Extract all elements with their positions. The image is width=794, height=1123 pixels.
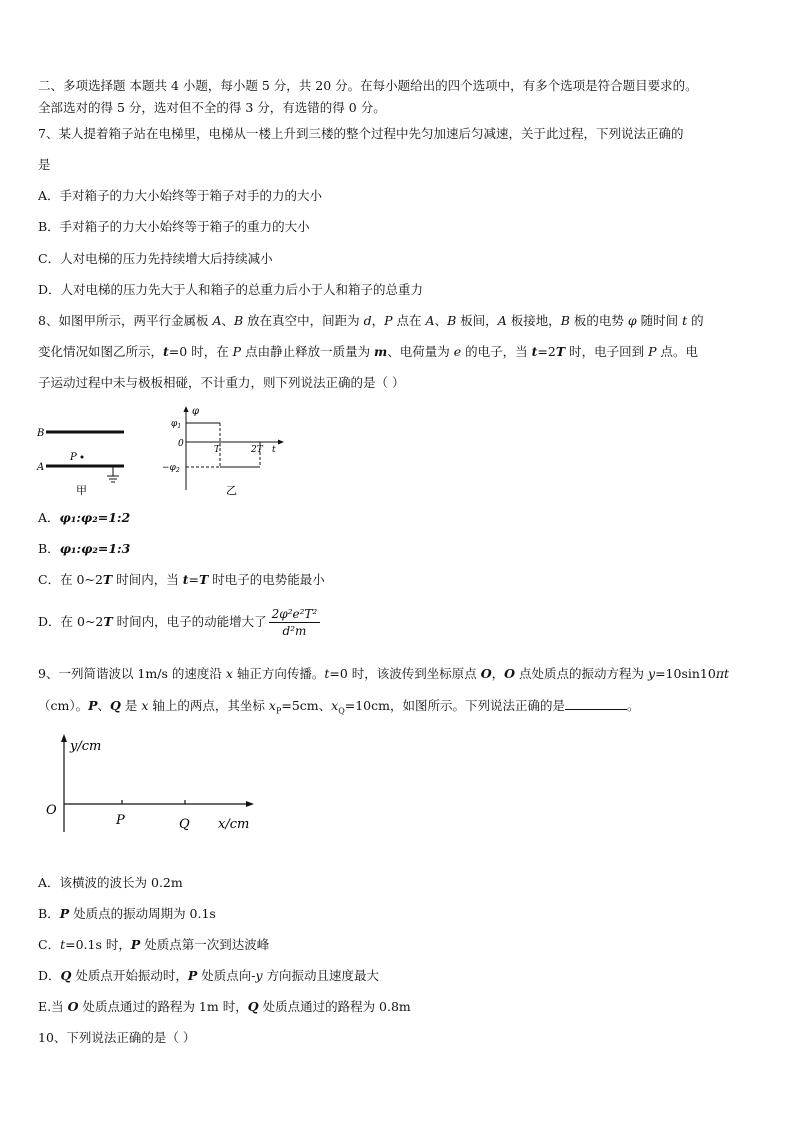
q9-stem-line1: 9、一列简谐波以 1m/s 的速度沿 x 轴正方向传播。t=0 时，该波传到坐标原点 O，O 点处质点的振动方程为 y=10sin10πt: [38, 666, 730, 681]
caption-jia: 甲: [76, 484, 87, 497]
answer-blank: [565, 697, 627, 710]
point-p: [81, 456, 84, 459]
q7-option-a: A．手对箱子的力大小始终等于箱子对手的力的大小: [38, 188, 323, 203]
q9-wave-figure: [40, 730, 270, 840]
svg-text:φ1: $\varphi_1$: [171, 419, 182, 430]
q8-stem-line3: 子运动过程中未与极板相碰，不计重力，则下列说法正确的是（ ）: [38, 375, 405, 390]
q7-stem-line2: 是: [38, 157, 51, 172]
caption-yi: 乙: [226, 484, 237, 497]
q8-option-c: C．在 0~2T 时间内，当 t=T 时电子的电势能最小: [38, 572, 325, 587]
q7-option-b: B．手对箱子的力大小始终等于箱子的重力的大小: [38, 219, 310, 234]
svg-text:Q: Q: [179, 817, 190, 832]
q8-d-fraction: $\frac{\text{2φ²e²T²}}{\text{d²m}}$: [269, 606, 321, 639]
q9-option-c: C．t=0.1s 时，P 处质点第一次到达波峰: [38, 937, 270, 952]
q8-stem-line2: 变化情况如图乙所示，t=0 时，在 P 点由静止释放一质量为 m、电荷量为 e 的电子，当 t=2T 时，电子回到 P 点。电: [38, 344, 699, 359]
q9-option-a: A．该横波的波长为 0.2m: [38, 875, 183, 890]
label-b: B: [37, 428, 45, 439]
q8-stem-line1: 8、如图甲所示，两平行金属板 A、B 放在真空中，间距为 d，P 点在 A、B 板间，A 板接地，B 板的电势 φ 随时间 t 的: [38, 313, 704, 328]
svg-text:O: O: [46, 803, 57, 818]
q9-option-e: E.当 O 处质点通过的路程为 1m 时，Q 处质点通过的路程为 0.8m: [38, 999, 411, 1014]
section-header-line1: 二、多项选择题 本题共 4 小题，每小题 5 分，共 20 分。在每小题给出的四个选项中，有多个选项是符合题目要求的。: [38, 78, 698, 93]
svg-text:T: T: [214, 445, 221, 455]
q8-option-d: D．在 0~2T 时间内，电子的动能增大了 $\frac{\text{2φ²e²T²}}{\text{d²m}}$: [38, 605, 758, 641]
q7-stem-line1: 7、某人提着箱子站在电梯里，电梯从一楼上升到三楼的整个过程中先匀加速后匀减速，关于此过程，下列说法正确的: [38, 126, 684, 141]
q9-stem-line2: （cm）。P、Q 是 x 轴上的两点，其坐标 $x_P=5cm$、$x_Q=10cm$，如图所示。下列说法正确的是 。: [38, 698, 640, 716]
q7-option-d: D．人对电梯的压力先大于人和箱子的总重力后小于人和箱子的总重力: [38, 282, 424, 297]
q8-figure-jia: [34, 418, 134, 500]
q7-option-c: C．人对电梯的压力先持续增大后持续减小: [38, 251, 273, 266]
svg-text:x/cm: x/cm: [218, 817, 250, 832]
q8-option-a: A．φ₁:φ₂=1:2: [38, 510, 131, 525]
svg-text:−φ2: $-\varphi_2$: [162, 463, 180, 474]
q9-option-b: B．P 处质点的振动周期为 0.1s: [38, 906, 216, 921]
svg-text:y/cm: y/cm: [70, 739, 102, 754]
section-header-line2: 全部选对的得 5 分，选对但不全的得 3 分，有选错的得 0 分。: [38, 100, 386, 115]
svg-text:t: t: [272, 445, 276, 455]
svg-text:P: P: [116, 813, 125, 828]
q10-stem: 10、下列说法正确的是（ ）: [38, 1030, 196, 1045]
svg-text:φ: φ: [192, 406, 200, 417]
svg-text:2T: 2T: [251, 445, 263, 455]
q8-option-b: B．φ₁:φ₂=1:3: [38, 541, 131, 556]
q9-option-d: D．Q 处质点开始振动时，P 处质点向-y 方向振动且速度最大: [38, 968, 380, 983]
label-a: A: [37, 462, 45, 473]
label-p: P: [70, 452, 77, 463]
q8-figure-yi: [160, 404, 290, 500]
svg-text:0: 0: [178, 439, 184, 449]
